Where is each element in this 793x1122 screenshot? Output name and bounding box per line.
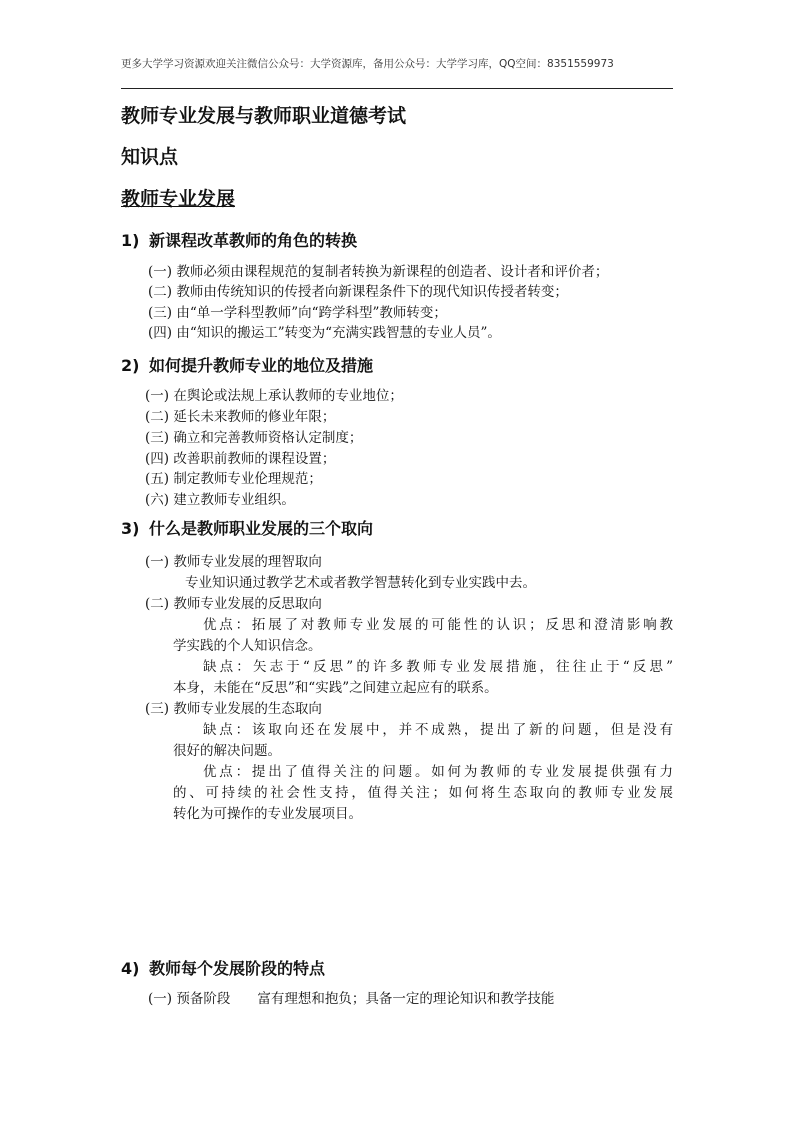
list-item: (三) 确立和完善教师资格认定制度；: [145, 430, 363, 446]
list-item: (一) 教师专业发展的理智取向: [145, 554, 322, 570]
section-title: 新课程改革教师的角色的转换: [149, 231, 358, 250]
paragraph-line: 转化为可操作的专业发展项目。: [173, 806, 362, 822]
list-item: (三) 由“单一学科型教师”向“跨学科型”教师转变；: [148, 305, 447, 321]
list-item: (一) 在舆论或法规上承认教师的专业地位；: [145, 388, 403, 404]
page-header: 更多大学学习资源欢迎关注微信公众号：大学资源库，备用公众号：大学学习库，QQ空间：8351559973: [121, 58, 614, 70]
list-item: (六) 建立教师专业组织。: [145, 492, 295, 508]
paragraph-line: 优点：拓展了对教师专业发展的可能性的认识；反思和澄清影响教: [203, 617, 673, 633]
paragraph-line: 很好的解决问题。: [173, 743, 281, 759]
list-item: (一) 教师必须由课程规范的复制者转换为新课程的创造者、设计者和评价者；: [148, 264, 609, 280]
list-item: (二) 延长未来教师的修业年限；: [145, 409, 336, 425]
document-title: 教师专业发展与教师职业道德考试: [121, 105, 407, 127]
paragraph-line: 缺点：矢志于“反思”的许多教师专业发展措施，往往止于“反思”: [203, 659, 673, 675]
subtitle: 知识点: [121, 146, 179, 168]
list-item: (三) 教师专业发展的生态取向: [145, 701, 322, 717]
paragraph-line: 优点：提出了值得关注的问题。如何为教师的专业发展提供强有力: [203, 764, 673, 780]
section-title: 什么是教师职业发展的三个取向: [149, 519, 374, 538]
section-number: 1): [121, 231, 140, 250]
section-title: 教师每个发展阶段的特点: [149, 959, 326, 978]
header-divider: [121, 88, 673, 89]
section-heading-2: [121, 358, 373, 374]
list-item: (四) 由“知识的搬运工”转变为“充满实践智慧的专业人员”。: [148, 325, 501, 341]
section-heading-3: [121, 521, 373, 537]
section-number: 3): [121, 519, 140, 538]
section-heading-1: [121, 233, 357, 249]
section-title: 如何提升教师专业的地位及措施: [149, 356, 374, 375]
section-heading-4: [121, 961, 325, 977]
list-item: (五) 制定教师专业伦理规范；: [145, 471, 322, 487]
section-number: 4): [121, 959, 140, 978]
paragraph-line: 的、可持续的社会性支持，值得关注；如何将生态取向的教师专业发展: [173, 785, 673, 801]
paragraph-line: 专业知识通过教学艺术或者教学智慧转化到专业实践中去。: [185, 575, 536, 591]
chapter-heading: 教师专业发展: [121, 188, 236, 210]
list-item: (二) 教师专业发展的反思取向: [145, 596, 322, 612]
paragraph-line: 本身，未能在“反思”和“实践”之间建立起应有的联系。: [173, 680, 498, 696]
paragraph-line: 缺点：该取向还在发展中，并不成熟，提出了新的问题，但是没有: [203, 722, 673, 738]
list-item: (二) 教师由传统知识的传授者向新课程条件下的现代知识传授者转变；: [148, 284, 568, 300]
section-number: 2): [121, 356, 140, 375]
list-item: (四) 改善职前教师的课程设置；: [145, 451, 336, 467]
list-item: (一) 预备阶段 富有理想和抱负；具备一定的理论知识和教学技能: [148, 991, 555, 1007]
paragraph-line: 学实践的个人知识信念。: [173, 638, 322, 654]
